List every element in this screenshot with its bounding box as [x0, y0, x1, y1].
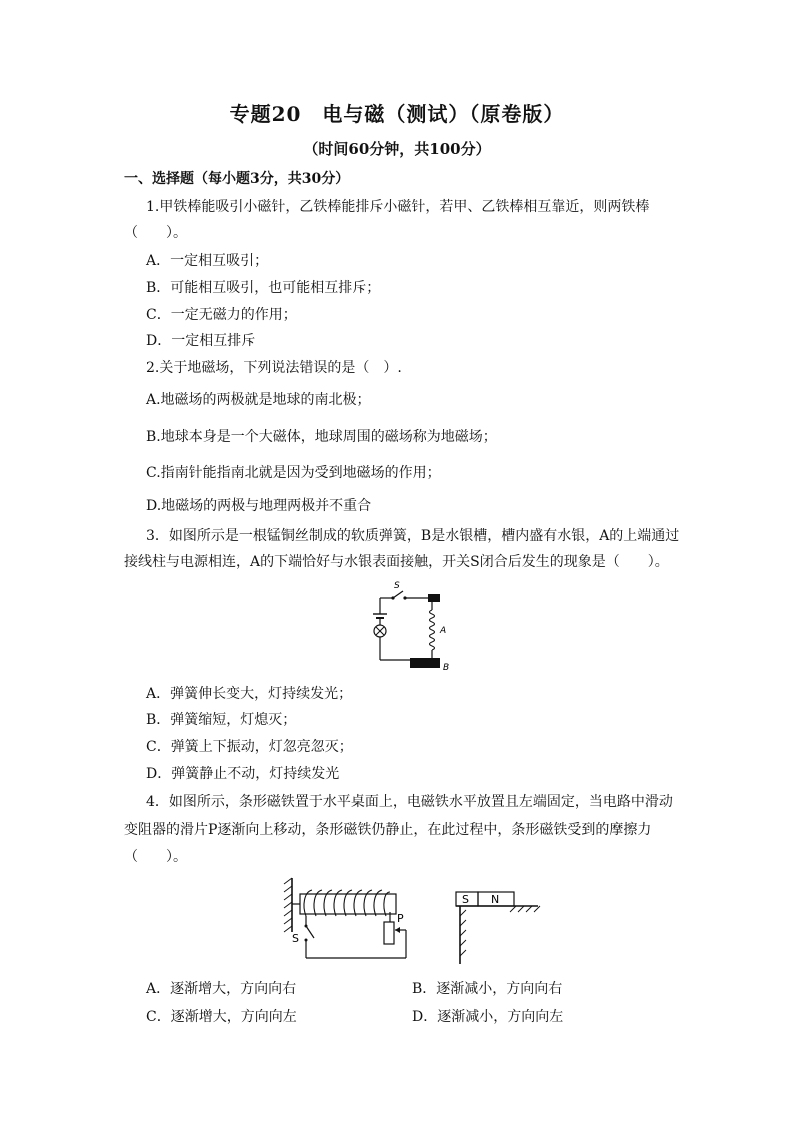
section-heading: 一、选择题（每小题3分，共30分）: [124, 171, 350, 187]
q4-option-b: B．逐渐减小，方向向右: [412, 981, 563, 997]
q4-magnet-figure: [450, 886, 542, 966]
q2-option-d: D.地磁场的两极与地理两极并不重合: [146, 498, 372, 514]
switch-label: S: [394, 581, 400, 591]
mercury-tank-icon: [410, 658, 440, 668]
q4-stem-line1: 4．如图所示，条形磁铁置于水平桌面上，电磁铁水平放置且左端固定，当电路中滑动: [146, 794, 673, 810]
page-subtitle: （时间60分钟，共100分）: [303, 140, 491, 158]
q4-option-a: A．逐渐增大，方向向右: [146, 981, 297, 997]
q1-stem-line2: （ ）。: [124, 225, 187, 241]
q2-option-b: B.地球本身是一个大磁体，地球周围的磁场称为地磁场；: [146, 429, 497, 445]
q1-option-c: C．一定无磁力的作用；: [146, 307, 297, 323]
slider-label: P: [397, 912, 404, 925]
q2-stem: 2.关于地磁场，下列说法错误的是（ ）.: [146, 360, 402, 376]
q4-option-d: D．逐渐减小，方向向左: [412, 1009, 564, 1025]
q4-stem-line2: 变阻器的滑片P逐渐向上移动，条形磁铁仍静止，在此过程中，条形磁铁受到的摩擦力: [124, 822, 652, 838]
q3-option-d: D．弹簧静止不动，灯持续发光: [146, 766, 340, 782]
rheostat-icon: [384, 922, 394, 944]
q3-option-a: A．弹簧伸长变大，灯持续发光；: [146, 686, 353, 702]
q3-option-c: C．弹簧上下振动，灯忽亮忽灭；: [146, 739, 353, 755]
q2-option-a: A.地磁场的两极就是地球的南北极；: [146, 392, 371, 408]
switch-icon: [393, 591, 403, 598]
q3-option-b: B．弹簧缩短，灯熄灭；: [146, 712, 297, 728]
tank-label: B: [443, 663, 450, 673]
magnet-n-label: N: [491, 893, 500, 906]
q1-option-d: D．一定相互排斥: [146, 333, 256, 349]
q4-stem-line3: （ ）。: [124, 849, 187, 865]
q4-option-c: C．逐渐增大，方向向左: [146, 1009, 297, 1025]
magnet-s-label: S: [462, 893, 469, 906]
q1-option-a: A．一定相互吸引；: [146, 253, 269, 269]
switch-icon: [306, 926, 314, 938]
q3-circuit-figure: [368, 578, 458, 676]
q1-stem-line1: 1.甲铁棒能吸引小磁针，乙铁棒能排斥小磁针，若甲、乙铁棒相互靠近，则两铁棒: [146, 199, 650, 215]
q1-option-b: B．可能相互吸引，也可能相互排斥；: [146, 280, 381, 296]
q2-option-c: C.指南针能指南北就是因为受到地磁场的作用；: [146, 465, 441, 481]
q3-stem-line2: 接线柱与电源相连，A的下端恰好与水银表面接触，开关S闭合后发生的现象是（ ）。: [124, 554, 669, 570]
page-title: 专题20 电与磁（测试）（原卷版）: [229, 102, 565, 126]
spring-label: A: [440, 626, 447, 636]
slider-arrow-icon: [395, 927, 400, 933]
spring-icon: [430, 610, 435, 650]
q3-stem-line1: 3．如图所示是一根锰铜丝制成的软质弹簧，B是水银槽，槽内盛有水银，A的上端通过: [146, 528, 680, 544]
switch-label: S: [292, 932, 299, 945]
q4-electromagnet-figure: [278, 874, 418, 964]
coil-icon: [304, 890, 390, 916]
